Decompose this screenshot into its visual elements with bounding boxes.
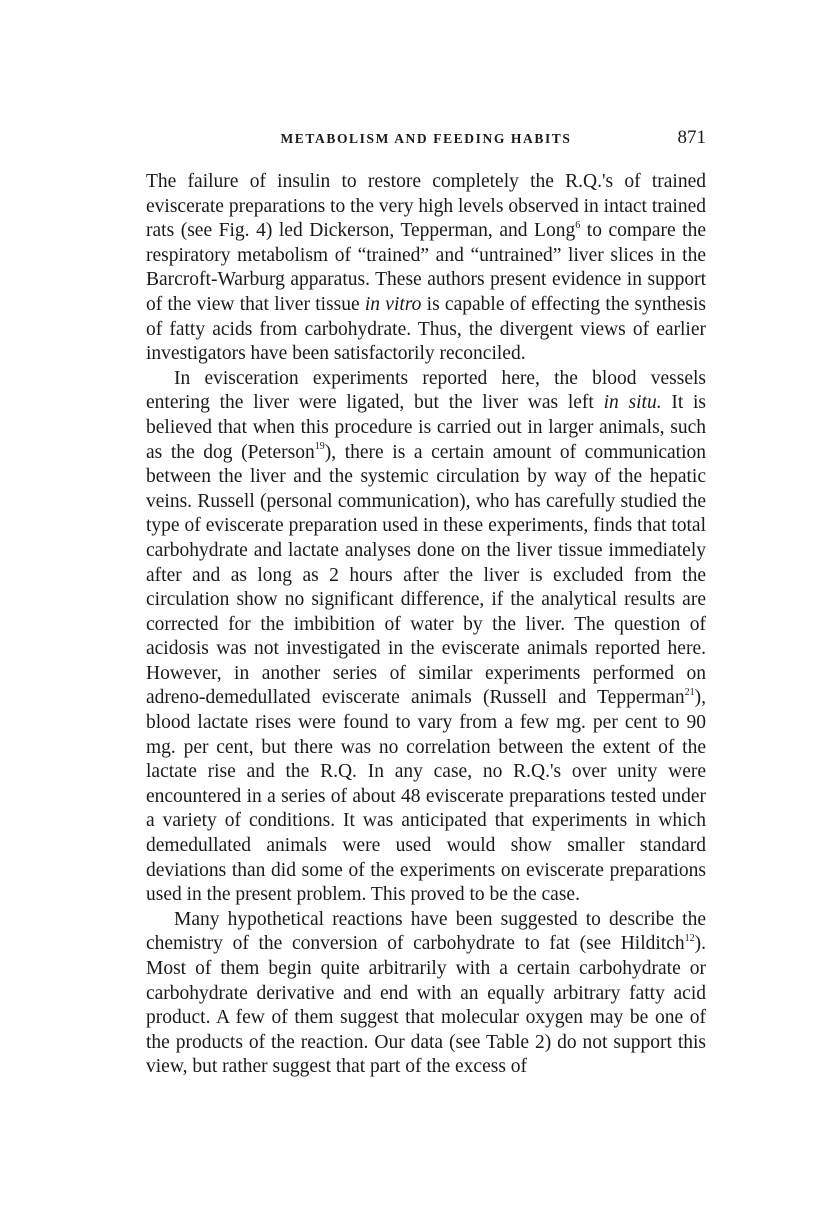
- italic-term: in vitro: [364, 293, 422, 315]
- text-run: Many hypothetical reactions have been suggested to describe the chemistry of the conversion of carbohydrate to fat (see Hilditch: [146, 908, 706, 955]
- text-run: ), there is a certain amount of communication between the liver and the systemic circulation by way of the hepatic veins. Russell (personal communication), who has carefully studied the type of eviscerate preparation used in these experiments, finds that total carbohydrate and lactate analyses done on the liver tissue immediately after and as long as 2 hours after the liver is excluded from the circulation show no significant difference, if the analytical results are corrected for the imbibition of water by the liver. The question of acidosis was not investigated in the eviscerate animals reported here. However, in another series of similar experiments performed on adreno-demedullated eviscerate animals (Russell and Tepperman: [146, 441, 706, 709]
- italic-term: in situ.: [603, 392, 662, 414]
- citation-19: 19: [314, 441, 325, 453]
- citation-21: 21: [684, 686, 695, 698]
- body-text: [146, 170, 706, 1080]
- text-run: ), blood lactate rises were found to vary from a few mg. per cent to 90 mg. per cent, but there was no correlation between the extent of the lactate rise and the R.Q. In any case, no R.Q.'s over unity were encountered in a series of about 48 eviscerate preparations tested under a variety of conditions. It was anticipated that experiments in which demedullated animals were used would show smaller standard deviations than did some of the experiments on eviscerate preparations used in the present problem. This proved to be the case.: [146, 687, 706, 906]
- text-run: In evisceration experiments reported here, the blood vessels entering the liver were ligated, but the liver was left: [146, 367, 706, 414]
- text-run: It is believed that when this procedure is carried out in larger animals, such as the dog (Peterson: [146, 392, 707, 463]
- running-title: METABOLISM AND FEEDING HABITS: [280, 131, 572, 146]
- running-header: [146, 127, 706, 157]
- paragraph-3: [146, 908, 706, 1080]
- paragraph-1: [146, 170, 706, 367]
- text-run: The failure of insulin to restore completely the R.Q.'s of trained eviscerate preparations to the very high levels observed in intact trained rats (see Fig. 4) led Dickerson, Tepperman, and Long: [146, 171, 706, 242]
- citation-6: 6: [575, 219, 581, 231]
- paragraph-2: [146, 367, 706, 908]
- text-run: ). Most of them begin quite arbitrarily with a certain carbohydrate or carbohydrate derivative and end with an equally arbitrary fatty acid product. A few of them suggest that molecular oxygen may be one of the products of the reaction. Our data (see Table 2) do not support this view, but rather suggest that part of the excess of: [146, 933, 706, 1078]
- text-run: to compare the respiratory metabolism of “trained” and “untrained” liver slices in the Barcroft-Warburg apparatus. These authors present evidence in support of the view that liver tissue: [146, 220, 706, 315]
- citation-12: 12: [684, 932, 695, 944]
- page-number: 871: [677, 127, 706, 148]
- text-run: is capable of effecting the synthesis of fatty acids from carbohydrate. Thus, the divergent views of earlier investigators have been satisfactorily reconciled.: [146, 293, 706, 365]
